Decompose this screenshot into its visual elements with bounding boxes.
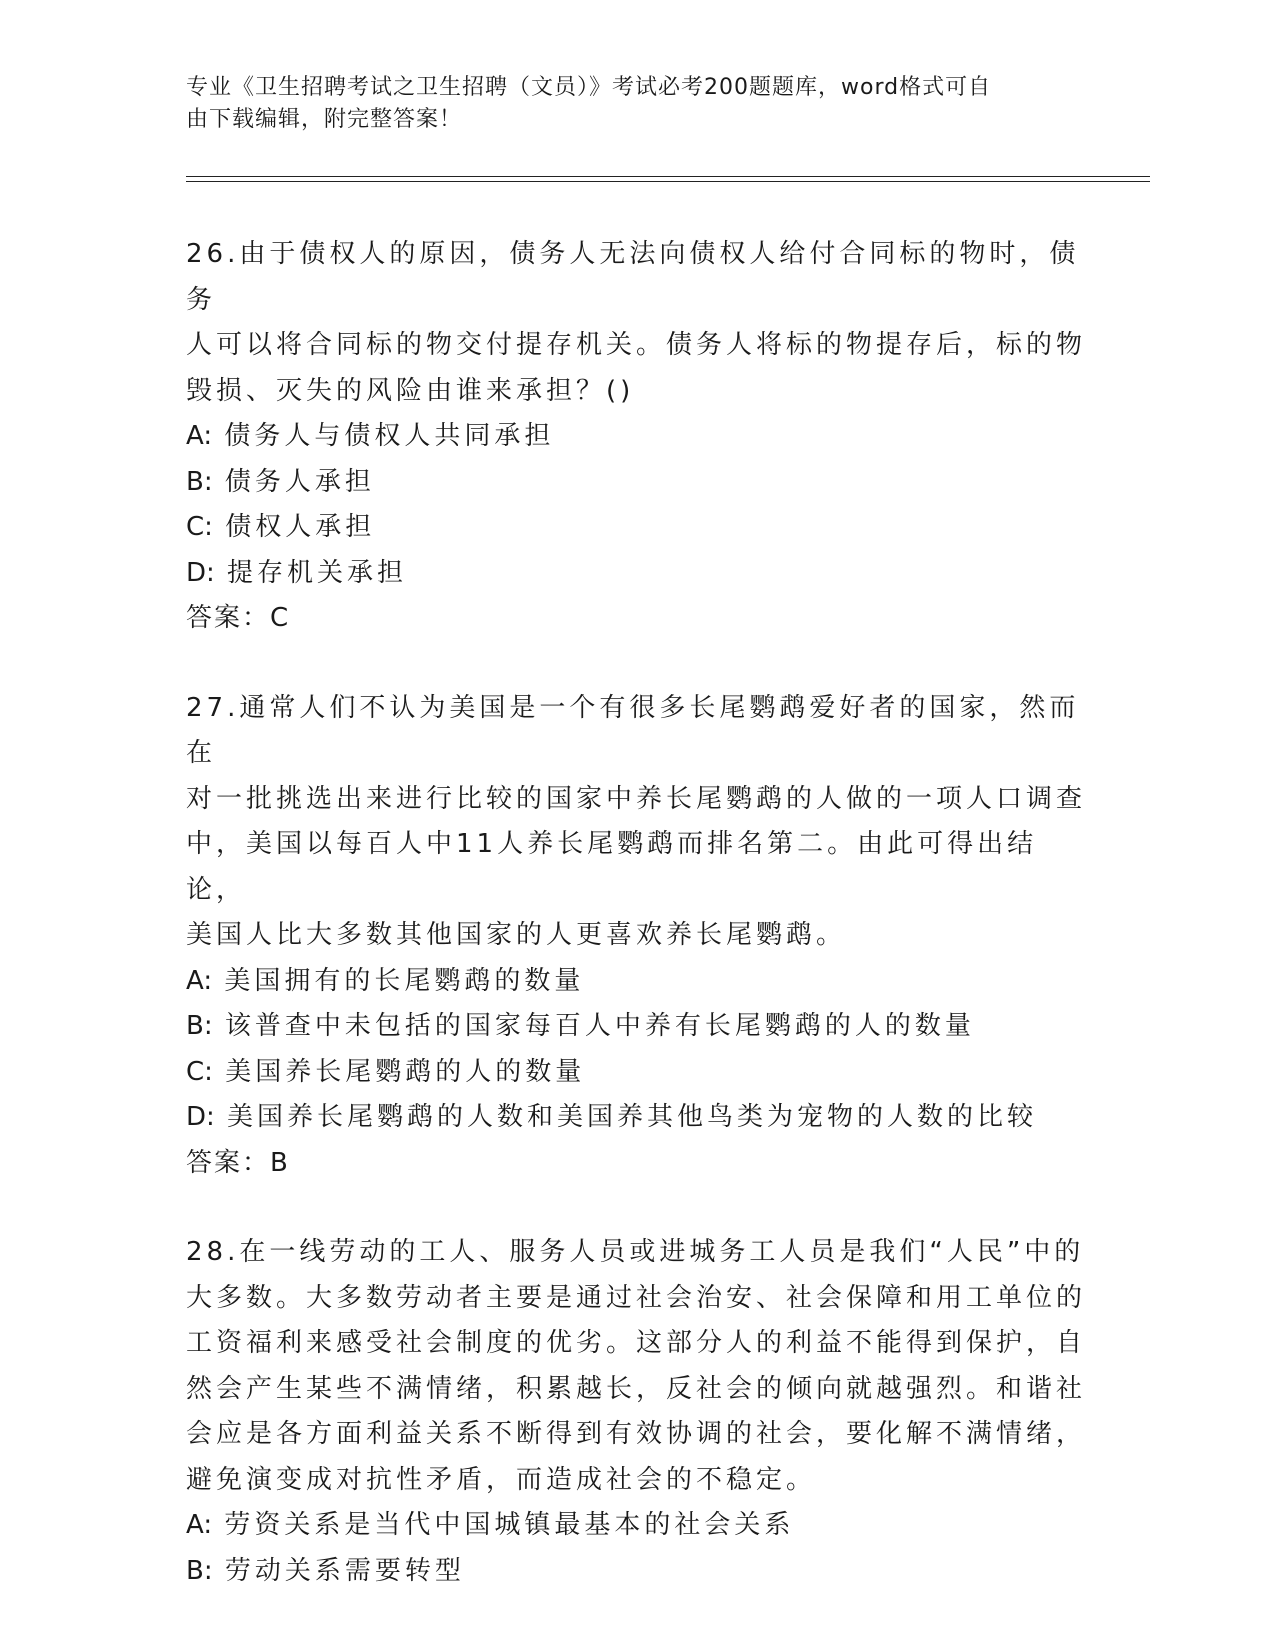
question-list (186, 232, 1086, 1594)
header-divider-top (186, 176, 1150, 177)
question-spacer (186, 1186, 1086, 1230)
option-text: 美国养长尾鹦鹉的人的数量 (225, 1056, 586, 1087)
option-letter: D: (186, 1102, 215, 1132)
option-letter: C: (186, 512, 213, 542)
stem-line: 工资福利来感受社会制度的优劣。这部分人的利益不能得到保护，自 (186, 1328, 1087, 1358)
stem-line: 然会产生某些不满情绪，积累越长，反社会的倾向就越强烈。和谐社 (186, 1373, 1087, 1404)
option-letter: D: (186, 557, 215, 588)
header-divider-bottom (186, 181, 1150, 182)
stem-line: 大多数。大多数劳动者主要是通过社会治安、社会保障和用工单位的 (186, 1282, 1087, 1313)
option-a (186, 414, 1086, 460)
option-c (186, 505, 1086, 551)
option-text: 劳资关系是当代中国城镇最基本的社会关系 (224, 1510, 795, 1540)
header-line-2: 由下载编辑，附完整答案！ (186, 107, 463, 132)
option-letter: A: (186, 965, 213, 996)
option-letter: A: (186, 421, 213, 451)
header-line-1: 专业《卫生招聘考试之卫生招聘（文员）》考试必考200题题库，word格式可自 (186, 75, 992, 100)
stem-line: 27.通常人们不认为美国是一个有很多长尾鹦鹉爱好者的国家，然而在 (186, 692, 1080, 768)
option-letter: B: (186, 466, 213, 497)
option-b (186, 1004, 1086, 1050)
option-text: 该普查中未包括的国家每百人中养有长尾鹦鹉的人的数量 (224, 1011, 975, 1041)
option-a (186, 959, 1086, 1005)
stem-line: 中，美国以每百人中11人养长尾鹦鹉而排名第二。由此可得出结论， (186, 829, 1038, 905)
option-d (186, 551, 1086, 597)
option-letter: B: (186, 1011, 213, 1041)
stem-line: 毁损、灭失的风险由谁来承担？() (186, 375, 635, 406)
question-27 (186, 686, 1086, 1187)
question-26 (186, 232, 1086, 642)
stem-line: 28.在一线劳动的工人、服务人员或进城务工人员是我们“人民”中的 (186, 1237, 1085, 1267)
stem-line: 人可以将合同标的物交付提存机关。债务人将标的物提存后，标的物 (186, 330, 1087, 360)
document-header (186, 72, 1066, 136)
option-d (186, 1095, 1086, 1141)
question-stem (186, 686, 1086, 959)
option-letter: A: (186, 1510, 213, 1540)
option-text: 债务人承担 (224, 466, 375, 497)
option-letter: C: (186, 1056, 213, 1087)
stem-line: 会应是各方面利益关系不断得到有效协调的社会，要化解不满情绪， (186, 1419, 1087, 1449)
question-stem (186, 232, 1086, 414)
option-c (186, 1050, 1086, 1096)
stem-line: 对一批挑选出来进行比较的国家中养长尾鹦鹉的人做的一项人口调查 (186, 783, 1087, 814)
question-28 (186, 1230, 1086, 1594)
option-b (186, 460, 1086, 506)
option-b (186, 1549, 1086, 1595)
stem-line: 美国人比大多数其他国家的人更喜欢养长尾鹦鹉。 (186, 920, 847, 950)
option-a (186, 1503, 1086, 1549)
option-text: 债权人承担 (225, 512, 376, 542)
option-text: 劳动关系需要转型 (224, 1555, 465, 1586)
option-text: 提存机关承担 (227, 557, 408, 588)
stem-line: 避免演变成对抗性矛盾，而造成社会的不稳定。 (186, 1464, 817, 1495)
option-letter: B: (186, 1555, 213, 1586)
option-text: 美国养长尾鹦鹉的人数和美国养其他鸟类为宠物的人数的比较 (227, 1102, 1038, 1132)
stem-line: 26.由于债权人的原因，债务人无法向债权人给付合同标的物时，债务 (186, 239, 1080, 315)
answer-line: 答案：C (186, 603, 291, 633)
option-text: 债务人与债权人共同承担 (224, 421, 555, 451)
question-spacer (186, 642, 1086, 686)
question-stem (186, 1230, 1086, 1503)
option-text: 美国拥有的长尾鹦鹉的数量 (224, 965, 585, 996)
answer-line: 答案：B (186, 1147, 290, 1178)
